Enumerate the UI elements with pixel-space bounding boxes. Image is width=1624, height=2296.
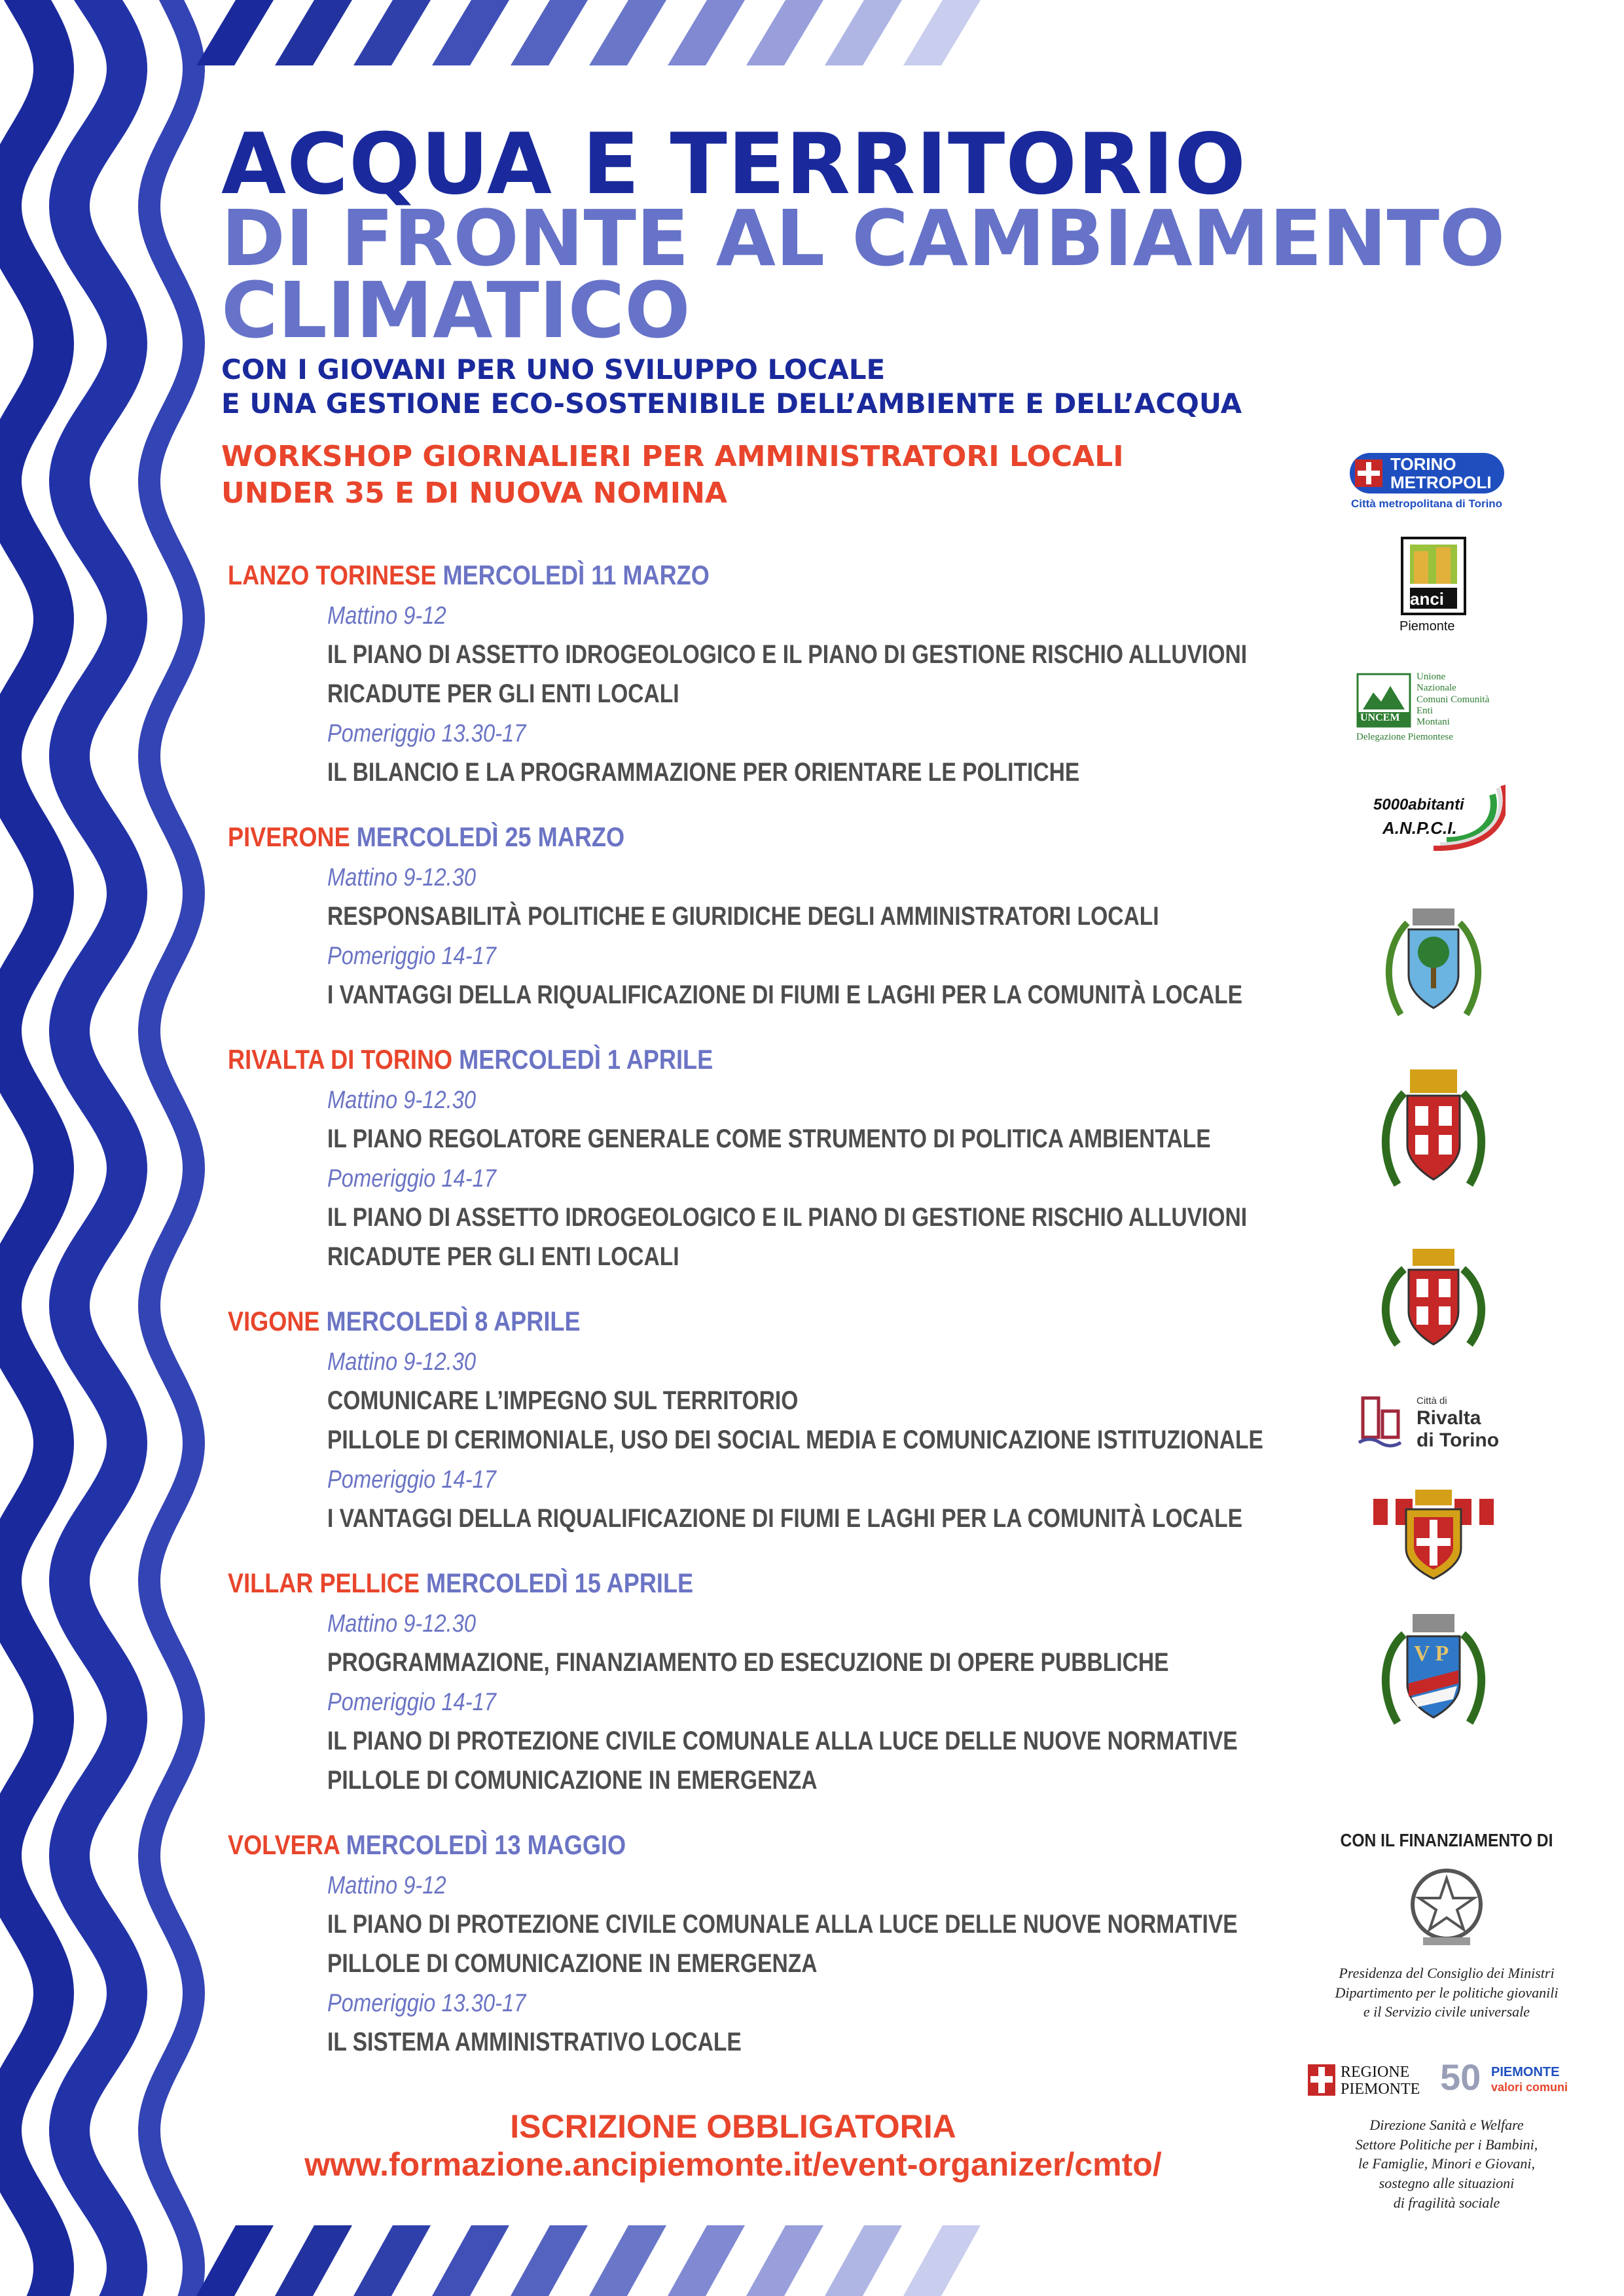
event-date: MERCOLEDÌ 8 APRILE	[326, 1306, 581, 1336]
event-town: RIVALTA DI TORINO	[228, 1044, 453, 1075]
topic: I VANTAGGI DELLA RIQUALIFICAZIONE DI FIUMI E LAGHI PER LA COMUNITÀ LOCALE	[327, 1504, 1243, 1533]
topic: I VANTAGGI DELLA RIQUALIFICAZIONE DI FIUMI E LAGHI PER LA COMUNITÀ LOCALE	[327, 980, 1243, 1009]
event-town: VIGONE	[228, 1306, 320, 1336]
stripe	[903, 0, 981, 65]
morning-slot: Mattino 9-12	[327, 1872, 446, 1899]
event-header	[228, 1046, 713, 1073]
anniversary-line-2: valori comuni	[1491, 2081, 1568, 2094]
stripe	[511, 0, 588, 65]
republic-star-icon	[1401, 1864, 1492, 1949]
presidency-line: Dipartimento per le politiche giovanili	[1335, 1984, 1559, 2001]
afternoon-slot: Pomeriggio 13.30-17	[327, 1990, 526, 2017]
piemonte-shield-icon	[1307, 2063, 1337, 2097]
presidency-line: e il Servizio civile universale	[1363, 2003, 1530, 2020]
subtitle-line-2: E UNA GESTIONE ECO-SOSTENIBILE DELL’AMBIENTE E DELL’ACQUA	[221, 387, 1242, 420]
region-line: sostegno alle situazioni	[1379, 2175, 1515, 2192]
torino-metropoli-logo	[1348, 452, 1506, 511]
coat-of-arms-icon	[1381, 1067, 1486, 1198]
morning-slot: Mattino 9-12.30	[327, 1610, 477, 1638]
topic: IL PIANO REGOLATORE GENERALE COME STRUMENTO DI POLITICA AMBIENTALE	[327, 1124, 1211, 1153]
anniversary-line-1: PIEMONTE	[1491, 2065, 1560, 2079]
event-date: MERCOLEDÌ 1 APRILE	[459, 1044, 713, 1075]
morning-slot: Mattino 9-12.30	[327, 1086, 477, 1114]
event-header	[228, 1308, 581, 1335]
morning-slot: Mattino 9-12.30	[327, 1348, 477, 1376]
topic: PILLOLE DI CERIMONIALE, USO DEI SOCIAL MEDIA E COMUNICAZIONE ISTITUZIONALE	[327, 1426, 1263, 1454]
event-date: MERCOLEDÌ 25 MARZO	[356, 821, 625, 852]
event-date: MERCOLEDÌ 11 MARZO	[442, 560, 710, 590]
region-text	[1296, 2115, 1597, 2212]
wave-line	[69, 0, 127, 2296]
stripe	[903, 2225, 981, 2296]
event-header	[228, 1831, 626, 1859]
anpci-logo	[1368, 781, 1506, 853]
uncem-text	[1416, 672, 1489, 728]
afternoon-slot: Pomeriggio 14-17	[327, 1165, 496, 1193]
stripe	[196, 2225, 274, 2296]
event-town: VOLVERA	[228, 1829, 340, 1860]
subtitle-line-1: CON I GIOVANI PER UNO SVILUPPO LOCALE	[221, 353, 886, 386]
presidency-line: Presidenza del Consiglio dei Ministri	[1339, 1965, 1555, 1981]
torino-logo-line-2: METROPOLI	[1390, 473, 1492, 492]
anci-piemonte-logo	[1388, 537, 1479, 641]
regione-line-1: REGIONE	[1341, 2064, 1410, 2081]
coat-of-arms-icon	[1368, 1486, 1499, 1584]
event-town: LANZO TORINESE	[228, 560, 437, 590]
topic: IL PIANO DI ASSETTO IDROGEOLOGICO E IL PIANO DI GESTIONE RISCHIO ALLUVIONI	[327, 640, 1248, 669]
uncem-text-line: Unione	[1416, 672, 1446, 682]
stripe	[432, 2225, 509, 2296]
regione-line-2: PIEMONTE	[1341, 2081, 1420, 2098]
anci-caption: Piemonte	[1399, 619, 1455, 634]
topic: IL PIANO DI ASSETTO IDROGEOLOGICO E IL PIANO DI GESTIONE RISCHIO ALLUVIONI	[327, 1203, 1248, 1232]
anniversary-number: 50	[1440, 2056, 1481, 2098]
region-line: Settore Politiche per i Bambini,	[1355, 2136, 1538, 2153]
wave-line	[1, 0, 54, 2296]
event-header	[228, 1570, 693, 1597]
stripe	[353, 0, 431, 65]
coat-of-arms-icon	[1381, 1611, 1486, 1736]
stripe	[668, 2225, 745, 2296]
region-line: Direzione Sanità e Welfare	[1369, 2117, 1524, 2133]
stripe	[275, 2225, 352, 2296]
rivalta-line-2: di Torino	[1416, 1429, 1500, 1451]
topic: IL PIANO DI PROTEZIONE CIVILE COMUNALE ALLA LUCE DELLE NUOVE NORMATIVE	[327, 1910, 1238, 1939]
anpci-line-2: A.N.P.C.I.	[1382, 818, 1457, 838]
anpci-swoosh-icon	[1368, 781, 1506, 853]
event-town: PIVERONE	[228, 821, 350, 852]
coat-of-arms-icon	[1381, 1246, 1486, 1357]
rivalta-coat-of-arms	[1381, 1246, 1486, 1360]
uncem-text-line: Nazionale	[1416, 683, 1456, 694]
topic: PILLOLE DI COMUNICAZIONE IN EMERGENZA	[327, 1766, 818, 1795]
registration-label: ISCRIZIONE OBBLIGATORIA	[510, 2108, 956, 2145]
uncem-caption: Delegazione Piemontese	[1356, 732, 1453, 742]
stripe	[746, 2225, 823, 2296]
torino-logo-line-1: TORINO	[1390, 454, 1456, 474]
stripe	[825, 0, 902, 65]
piemonte-50-logo	[1440, 2056, 1591, 2105]
rivalta-town-logo	[1356, 1394, 1526, 1453]
villar-pellice-coat-of-arms	[1381, 1611, 1486, 1738]
topic: PILLOLE DI COMUNICAZIONE IN EMERGENZA	[327, 1949, 818, 1978]
stripe	[589, 2225, 666, 2296]
regione-piemonte-logo	[1307, 2060, 1437, 2102]
rivalta-tower-icon	[1356, 1394, 1409, 1449]
afternoon-slot: Pomeriggio 14-17	[327, 942, 496, 970]
stripe	[196, 0, 274, 65]
topic: COMUNICARE L’IMPEGNO SUL TERRITORIO	[327, 1386, 799, 1415]
stripe	[511, 2225, 588, 2296]
anpci-line-1: 5000abitanti	[1373, 796, 1464, 814]
uncem-text-line: Montani	[1416, 717, 1450, 727]
uncem-logo	[1356, 670, 1526, 749]
stripe	[746, 0, 823, 65]
topic: IL BILANCIO E LA PROGRAMMAZIONE PER ORIENTARE LE POLITICHE	[327, 758, 1080, 787]
piverone-coat-of-arms	[1381, 1067, 1486, 1200]
stripe	[589, 0, 666, 65]
vp-initials: V P	[1414, 1641, 1449, 1666]
uncem-text-line: Comuni Comunità	[1416, 694, 1490, 705]
region-line: di fragilità sociale	[1393, 2194, 1500, 2211]
uncem-text-line: Enti	[1416, 705, 1433, 716]
afternoon-slot: Pomeriggio 14-17	[327, 1689, 496, 1716]
topic: IL PIANO DI PROTEZIONE CIVILE COMUNALE ALLA LUCE DELLE NUOVE NORMATIVE	[327, 1727, 1238, 1755]
event-town: VILLAR PELLICE	[228, 1568, 420, 1598]
wave-line	[149, 0, 194, 2296]
region-line: le Famiglie, Minori e Giovani,	[1358, 2155, 1536, 2172]
lanzo-coat-of-arms	[1381, 903, 1486, 1030]
stripe	[275, 0, 352, 65]
stripe	[432, 0, 509, 65]
presidency-text	[1296, 1964, 1597, 2022]
funding-heading: CON IL FINANZIAMENTO DI	[1340, 1830, 1553, 1850]
rivalta-small: Città di	[1416, 1395, 1447, 1407]
coat-of-arms-icon	[1381, 903, 1486, 1028]
stripe	[825, 2225, 902, 2296]
topic: PROGRAMMAZIONE, FINANZIAMENTO ED ESECUZIONE DI OPERE PUBBLICHE	[327, 1648, 1169, 1677]
torino-logo-caption: Città metropolitana di Torino	[1351, 497, 1503, 510]
afternoon-slot: Pomeriggio 13.30-17	[327, 720, 526, 747]
event-date: MERCOLEDÌ 13 MAGGIO	[346, 1829, 626, 1860]
title-line-1: ACQUA E TERRITORIO	[221, 116, 1247, 213]
anci-mark: anci	[1410, 589, 1445, 609]
stripe	[668, 0, 745, 65]
stripe	[353, 2225, 431, 2296]
topic: IL SISTEMA AMMINISTRATIVO LOCALE	[327, 2028, 742, 2056]
event-date: MERCOLEDÌ 15 APRILE	[426, 1568, 694, 1598]
topic: RICADUTE PER GLI ENTI LOCALI	[327, 1242, 679, 1271]
event-header	[228, 562, 710, 589]
vigone-coat-of-arms	[1368, 1486, 1499, 1587]
workshop-line-1: WORKSHOP GIORNALIERI PER AMMINISTRATORI LOCALI	[221, 440, 1124, 473]
topic: RESPONSABILITÀ POLITICHE E GIURIDICHE DEGLI AMMINISTRATORI LOCALI	[327, 902, 1159, 931]
morning-slot: Mattino 9-12	[327, 602, 446, 630]
topic: RICADUTE PER GLI ENTI LOCALI	[327, 679, 679, 708]
title-line-2: DI FRONTE AL CAMBIAMENTO	[221, 193, 1506, 283]
rivalta-line-1: Rivalta	[1416, 1407, 1481, 1429]
title-line-3: CLIMATICO	[221, 265, 691, 355]
workshop-line-2: UNDER 35 E DI NUOVA NOMINA	[221, 476, 727, 510]
afternoon-slot: Pomeriggio 14-17	[327, 1466, 496, 1494]
italian-republic-emblem	[1401, 1864, 1492, 1952]
morning-slot: Mattino 9-12.30	[327, 864, 477, 891]
uncem-mark: UNCEM	[1360, 712, 1400, 723]
event-header	[228, 823, 624, 851]
registration-link[interactable]: www.formazione.ancipiemonte.it/event-organizer/cmto/	[304, 2146, 1162, 2183]
